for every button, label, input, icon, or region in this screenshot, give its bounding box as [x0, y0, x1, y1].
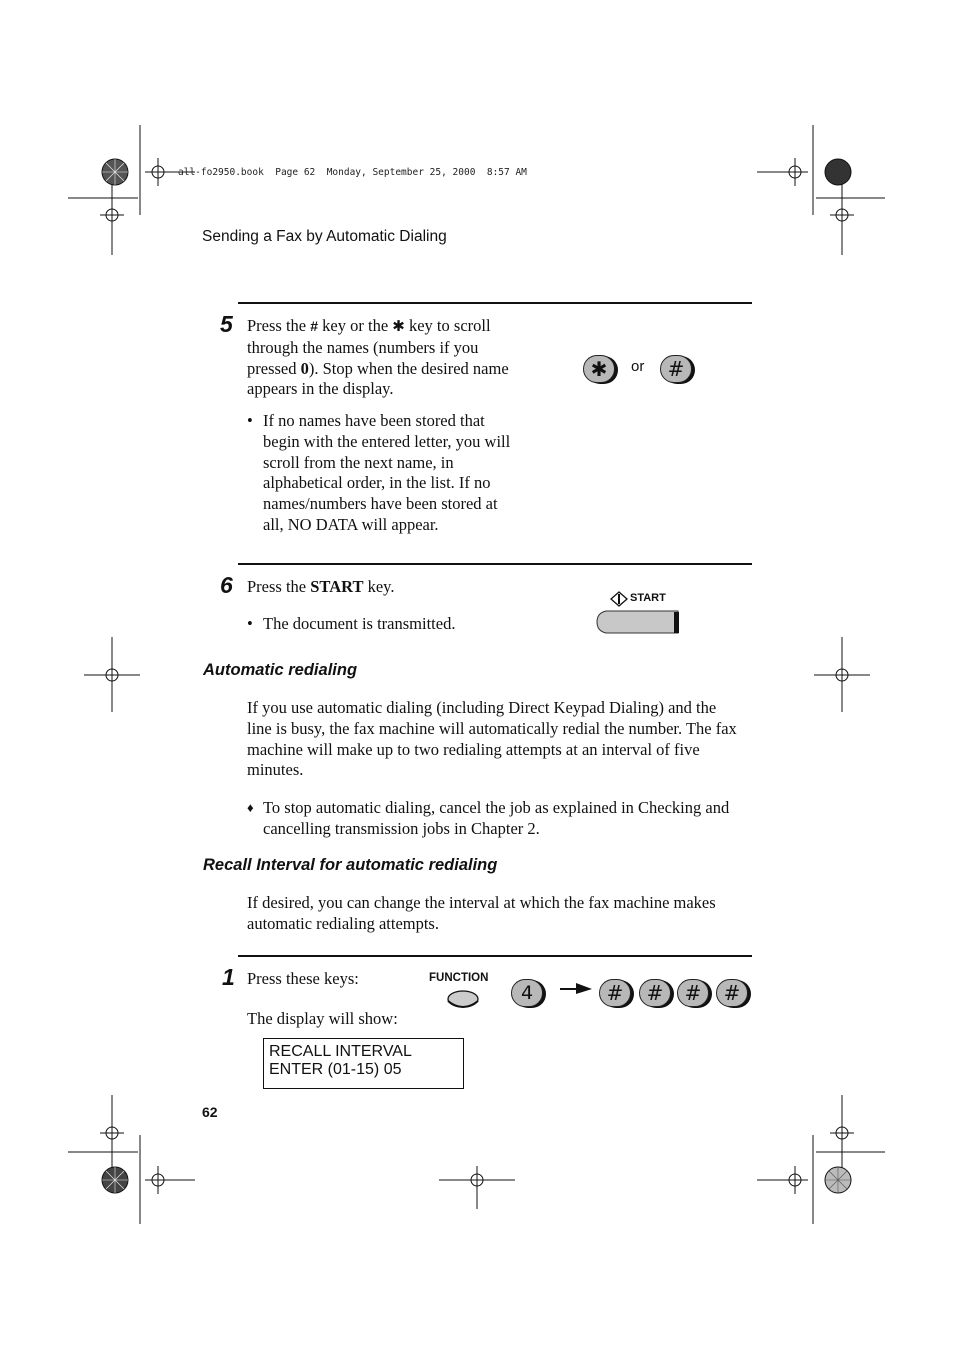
- step6-rule: [238, 563, 752, 565]
- start-label: START: [630, 592, 666, 604]
- step5-number: 5: [220, 311, 233, 337]
- or-label: or: [631, 358, 645, 375]
- start-key-icon: [596, 609, 686, 635]
- step6-bullet: • The document is transmitted.: [247, 614, 456, 633]
- auto-redial-note: ♦ To stop automatic dialing, cancel the job as explained in Checking and cancelling transmission jobs in Chapter 2.: [247, 798, 730, 838]
- auto-redial-paragraph: If you use automatic dialing (including Direct Keypad Dialing) and the line is busy, the fax machine will automatically redial the number. The fax machine will make up to two redialing attempts at an interval of five minutes.: [247, 698, 737, 780]
- function-key-icon: [446, 989, 482, 1011]
- display-will-show-text: The display will show:: [247, 1009, 398, 1028]
- hash-key-1-icon: #: [599, 979, 631, 1007]
- step6-text: Press the START key.: [247, 577, 395, 596]
- hash-key-icon: #: [660, 355, 692, 383]
- heading-recall-interval: Recall Interval for automatic redialing: [203, 856, 498, 874]
- diamond-bullet-icon: ♦: [247, 800, 254, 815]
- lcd-line-2: ENTER (01-15) 05: [269, 1061, 402, 1078]
- hash-symbol: #: [310, 318, 319, 334]
- hash-key-3-icon: #: [677, 979, 709, 1007]
- function-label: FUNCTION: [429, 972, 489, 984]
- hash-key-2-icon: #: [639, 979, 671, 1007]
- step5-text: Press the # key or the ✱ key to scroll through the names (numbers if you pressed 0). Stop when the desired name appears in the display.: [247, 316, 509, 399]
- star-symbol: ✱: [392, 318, 405, 335]
- step6-number: 6: [220, 572, 233, 598]
- hash-key-4-icon: #: [716, 979, 748, 1007]
- page-number: 62: [202, 1104, 218, 1120]
- running-head: Sending a Fax by Automatic Dialing: [202, 228, 447, 245]
- step1-number: 1: [222, 964, 235, 990]
- heading-automatic-redialing: Automatic redialing: [203, 661, 358, 679]
- step5-rule: [238, 302, 752, 304]
- step1-rule: [238, 955, 752, 957]
- lcd-line-1: RECALL INTERVAL: [269, 1043, 412, 1060]
- start-diamond-icon: [610, 591, 628, 607]
- print-slug: all-fo2950.book Page 62 Monday, September 25, 2000 8:57 AM: [178, 167, 527, 178]
- recall-paragraph: If desired, you can change the interval at which the fax machine makes automatic redialing attempts.: [247, 893, 716, 933]
- press-keys-text: Press these keys:: [247, 969, 359, 988]
- lcd-display: [263, 1038, 464, 1089]
- star-key-icon: ✱: [583, 355, 615, 383]
- digit-4-key-icon: 4: [511, 979, 543, 1007]
- step5-bullet: • If no names have been stored that begin with the entered letter, you will scroll from the next name, in alphabetical order, in the list. If no names/numbers have been stored at all, NO DATA will appear.: [247, 411, 511, 534]
- arrow-right-icon: [560, 981, 594, 997]
